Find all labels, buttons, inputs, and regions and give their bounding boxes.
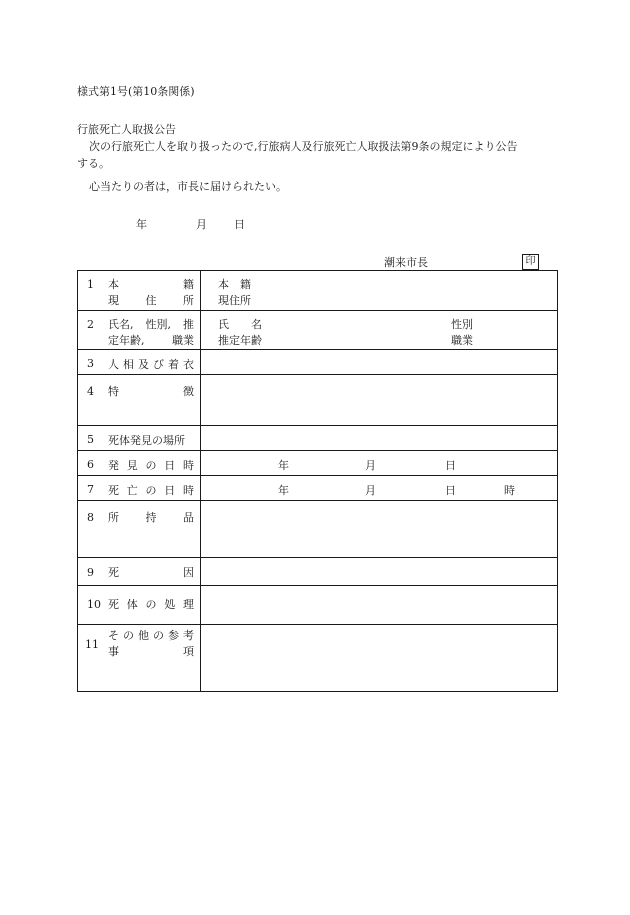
discovery-month-label: 月 (365, 459, 376, 472)
row-number: 2 (87, 318, 94, 331)
notice-date-month: 月 (196, 218, 207, 231)
table-row (78, 350, 558, 375)
label-char: 氏名, (108, 318, 134, 331)
label-char: 及 (138, 358, 149, 371)
value-cell-features[interactable] (201, 375, 558, 426)
value-cell-domicile-address[interactable] (201, 271, 558, 311)
value-cell-other-reference[interactable] (201, 625, 558, 692)
notice-text-line-1: 次の行旅死亡人を取り扱ったので,行旅病人及行旅死亡人取扱法第9条の規定により公告 (89, 140, 518, 153)
form-number-label: 様式第1号(第10条関係) (77, 85, 195, 98)
table-row (78, 558, 558, 586)
label-char: 住 (145, 293, 157, 307)
label-cell-death-datetime (78, 476, 201, 501)
label-char: 死 (108, 484, 119, 497)
label-char: 定年齢, (108, 333, 145, 347)
mayor-signature: 潮来市長 (384, 256, 428, 269)
label-char: 見 (126, 459, 138, 472)
label-char: 亡 (126, 484, 138, 497)
row-number: 8 (87, 511, 94, 524)
label-char: 理 (183, 598, 194, 611)
label-char: 発 (108, 459, 119, 472)
age-field-label: 推定年齢 (218, 333, 262, 347)
job-field-label: 職業 (451, 334, 473, 347)
row-number: 11 (85, 638, 99, 651)
name-field-label: 氏 名 (218, 318, 262, 331)
table-row (78, 311, 558, 350)
label-char: の (145, 598, 157, 611)
notice-date-year: 年 (136, 218, 147, 231)
label-char: 徴 (183, 385, 194, 398)
value-cell-appearance-clothing[interactable] (201, 350, 558, 375)
label-cell-other-reference (78, 625, 201, 692)
label-char: の (145, 459, 157, 472)
value-cell-discovery-datetime[interactable] (201, 451, 558, 476)
label-cell-appearance-clothing (78, 350, 201, 375)
label-char: 項 (183, 644, 194, 658)
value-cell-death-datetime[interactable] (201, 476, 558, 501)
label-char: 所 (183, 293, 194, 307)
label-char: 籍 (183, 278, 194, 291)
label-char: の (153, 629, 164, 642)
value-cell-name-sex-age-job[interactable] (201, 311, 558, 350)
label-char: 品 (183, 511, 194, 524)
label-char: の (123, 629, 134, 642)
label-cell-domicile-address (78, 271, 201, 311)
notice-date (136, 217, 245, 233)
notice-date-day: 日 (234, 218, 245, 231)
table-row (78, 625, 558, 692)
label-char: 死 (108, 566, 119, 579)
seal-box: 印 (522, 254, 539, 270)
label-cell-features (78, 375, 201, 426)
table-row (78, 451, 558, 476)
row-number: 5 (87, 433, 94, 446)
label-char: 所 (108, 511, 119, 524)
label-char: 他 (138, 629, 149, 642)
value-cell-body-disposition[interactable] (201, 586, 558, 625)
label-char: 事 (108, 644, 119, 658)
label-char: 参 (168, 629, 179, 642)
row-number: 6 (87, 458, 94, 471)
label-char: 日 (164, 484, 176, 497)
value-cell-belongings[interactable] (201, 501, 558, 558)
notice-form-table (77, 270, 558, 692)
discovery-day-label: 日 (445, 459, 456, 472)
notice-text-line-3: 心当たりの者は，市長に届けられたい。 (89, 180, 287, 193)
death-day-label: 日 (445, 484, 456, 497)
label-char: 性別, (145, 318, 171, 331)
label-char: 日 (164, 459, 176, 472)
value-cell-cause-of-death[interactable] (201, 558, 558, 586)
label-char: 本 (108, 278, 119, 291)
label-char: そ (108, 629, 119, 642)
row-number: 7 (87, 483, 94, 496)
table-row (78, 271, 558, 311)
row-number: 3 (87, 357, 94, 370)
label-cell-body-disposition (78, 586, 201, 625)
label-char: 持 (145, 511, 157, 524)
label-char: 考 (183, 629, 194, 642)
label-cell-discovery-datetime (78, 451, 201, 476)
label-cell-discovery-place (78, 426, 201, 451)
label-char: 現 (108, 293, 119, 307)
label-char: 時 (183, 459, 194, 472)
label-char: 死 (108, 598, 119, 611)
table-row (78, 375, 558, 426)
table-row (78, 586, 558, 625)
label-char: 特 (108, 385, 119, 398)
row-number: 1 (87, 278, 94, 291)
label-char: 時 (183, 484, 194, 497)
table-row (78, 501, 558, 558)
row-number: 10 (87, 598, 101, 611)
label-cell-name-sex-age-job (78, 311, 201, 350)
label-char: 相 (123, 358, 134, 371)
label-char: 処 (164, 598, 176, 611)
death-year-label: 年 (278, 484, 289, 497)
label-char: 因 (183, 566, 194, 579)
death-month-label: 月 (365, 484, 376, 497)
label-char: 職業 (172, 333, 194, 347)
label-cell-belongings (78, 501, 201, 558)
domicile-field-label: 本 籍 (218, 278, 251, 291)
label-char: 体 (126, 598, 138, 611)
value-cell-discovery-place[interactable] (201, 426, 558, 451)
row-number: 4 (87, 385, 94, 398)
notice-text-line-2: する。 (77, 157, 110, 170)
document-title: 行旅死亡人取扱公告 (77, 123, 176, 136)
row-number: 9 (87, 566, 94, 579)
label-char: び (153, 358, 164, 371)
table-row (78, 476, 558, 501)
discovery-year-label: 年 (278, 459, 289, 472)
sex-field-label: 性別 (451, 318, 473, 331)
table-row (78, 426, 558, 451)
label-char: 衣 (183, 358, 194, 371)
death-hour-label: 時 (504, 484, 515, 497)
address-field-label: 現住所 (218, 293, 251, 307)
label-char: 人 (108, 358, 119, 371)
label-char: 推 (183, 318, 194, 331)
label-char: 着 (168, 358, 179, 371)
label-text: 死体発見の場所 (108, 434, 185, 447)
label-cell-cause-of-death (78, 558, 201, 586)
label-char: の (145, 484, 157, 497)
